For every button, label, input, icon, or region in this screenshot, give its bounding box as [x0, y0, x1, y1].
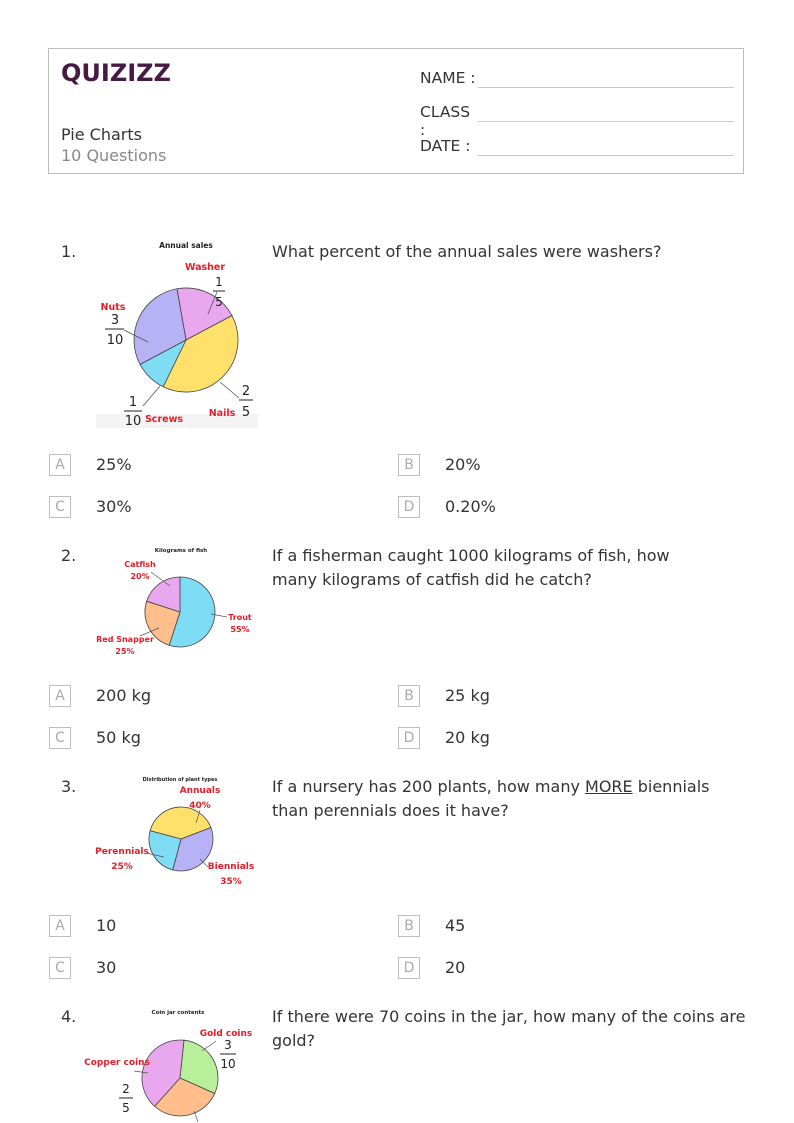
fraction-den-screws: 10	[124, 414, 142, 429]
option-text-a[interactable]: 25%	[96, 455, 132, 474]
slice-percent-perennials: 25%	[111, 862, 133, 872]
option-letter-b[interactable]: B	[398, 685, 420, 707]
slice-label-washer: Washer	[184, 262, 226, 273]
fraction-num-copper: 2	[122, 1082, 130, 1096]
fraction-den-gold: 10	[220, 1057, 236, 1071]
slice-percent-biennials: 35%	[220, 877, 242, 887]
class-label: CLASS :	[420, 103, 471, 139]
fraction-den-copper: 5	[122, 1101, 130, 1115]
question-text: What percent of the annual sales were washers?	[272, 242, 662, 261]
option-text-b[interactable]: 20%	[445, 455, 481, 474]
option-letter-c[interactable]: C	[49, 496, 71, 518]
chart-title: Kilograms of fish	[154, 548, 208, 554]
question-number: 1.	[61, 242, 77, 261]
question-text-after: biennials than perennials does it have?	[272, 777, 710, 820]
option-text-d[interactable]: 0.20%	[445, 497, 496, 516]
fraction-num-screws: 1	[128, 395, 138, 410]
worksheet-title: Pie Charts	[61, 125, 142, 144]
fraction-den-washer: 5	[215, 295, 223, 309]
fraction-num-nails: 2	[241, 384, 251, 399]
name-line[interactable]	[478, 87, 734, 88]
option-text-a[interactable]: 200 kg	[96, 686, 152, 705]
slice-percent-trout: 55%	[230, 625, 250, 634]
quizizz-logo: QUIZIZZ	[61, 59, 171, 87]
worksheet-header	[48, 48, 744, 174]
name-field	[420, 69, 478, 87]
option-letter-a[interactable]: A	[49, 454, 71, 476]
option-text-b[interactable]: 25 kg	[445, 686, 490, 705]
pie-chart-kilograms-of-fish	[96, 542, 258, 662]
slice-label-catfish: Catfish	[124, 560, 156, 569]
option-letter-b[interactable]: B	[398, 454, 420, 476]
slice-percent-annuals: 40%	[189, 801, 211, 811]
option-text-d[interactable]: 20	[445, 958, 466, 977]
pie-slices	[142, 1040, 218, 1116]
option-text-c[interactable]: 30%	[96, 497, 132, 516]
option-text-d[interactable]: 20 kg	[445, 728, 490, 747]
slice-label-nails: Nails	[208, 408, 236, 419]
option-text-c[interactable]: 30	[96, 958, 117, 977]
slice-label-gold-coins: Gold coins	[199, 1029, 253, 1039]
question-text-emphasis: MORE	[585, 777, 633, 796]
option-letter-d[interactable]: D	[398, 496, 420, 518]
pie-slices	[149, 807, 213, 871]
chart-title: Coin jar contents	[151, 1010, 205, 1016]
option-letter-d[interactable]: D	[398, 957, 420, 979]
question-text: If a fisherman caught 1000 kilograms of fish, how many kilograms of catfish did he catch?	[272, 546, 670, 589]
slice-label-biennials: Biennials	[207, 862, 255, 872]
fraction-den-nuts: 10	[106, 333, 124, 348]
slice-label-red-snapper: Red Snapper	[96, 635, 154, 644]
date-field	[420, 137, 478, 155]
option-text-c[interactable]: 50 kg	[96, 728, 141, 747]
option-letter-c[interactable]: C	[49, 727, 71, 749]
slice-label-nuts: Nuts	[100, 302, 126, 313]
chart-title: Annual sales	[159, 241, 213, 250]
option-letter-c[interactable]: C	[49, 957, 71, 979]
question-number: 3.	[61, 777, 77, 796]
option-text-b[interactable]: 45	[445, 916, 466, 935]
fraction-den-nails: 5	[241, 405, 251, 420]
pie-chart-plant-types	[96, 773, 258, 893]
option-letter-a[interactable]: A	[49, 685, 71, 707]
option-text-a[interactable]: 10	[96, 916, 117, 935]
date-line[interactable]	[478, 155, 734, 156]
class-field	[420, 103, 478, 139]
slice-label-perennials: Perennials	[95, 847, 149, 857]
question-text-before: If a nursery has 200 plants, how many	[272, 777, 586, 796]
slice-percent-catfish: 20%	[130, 572, 150, 581]
question-count: 10 Questions	[61, 146, 167, 165]
fraction-num-nuts: 3	[110, 313, 120, 328]
class-line[interactable]	[478, 121, 734, 122]
slice-label-copper-coins: Copper coins	[84, 1058, 150, 1068]
slice-label-trout: Trout	[228, 613, 252, 622]
pie-slices	[145, 577, 215, 647]
question-text	[272, 775, 722, 823]
fraction-num-washer: 1	[215, 275, 223, 289]
date-label: DATE :	[420, 137, 471, 155]
name-label: NAME :	[420, 69, 476, 87]
slice-label-screws: Screws	[144, 414, 184, 425]
question-number: 2.	[61, 546, 77, 565]
chart-title: Distribution of plant types	[142, 777, 218, 783]
option-letter-b[interactable]: B	[398, 915, 420, 937]
option-letter-a[interactable]: A	[49, 915, 71, 937]
slice-percent-red-snapper: 25%	[115, 647, 135, 656]
slice-label-annuals: Annuals	[179, 786, 221, 796]
question-number: 4.	[61, 1007, 77, 1026]
pie-chart-annual-sales	[96, 236, 258, 428]
fraction-num-gold: 3	[224, 1038, 232, 1052]
question-text: If there were 70 coins in the jar, how many of the coins are gold?	[272, 1007, 746, 1050]
option-letter-d[interactable]: D	[398, 727, 420, 749]
pie-chart-coin-jar	[84, 1003, 258, 1123]
